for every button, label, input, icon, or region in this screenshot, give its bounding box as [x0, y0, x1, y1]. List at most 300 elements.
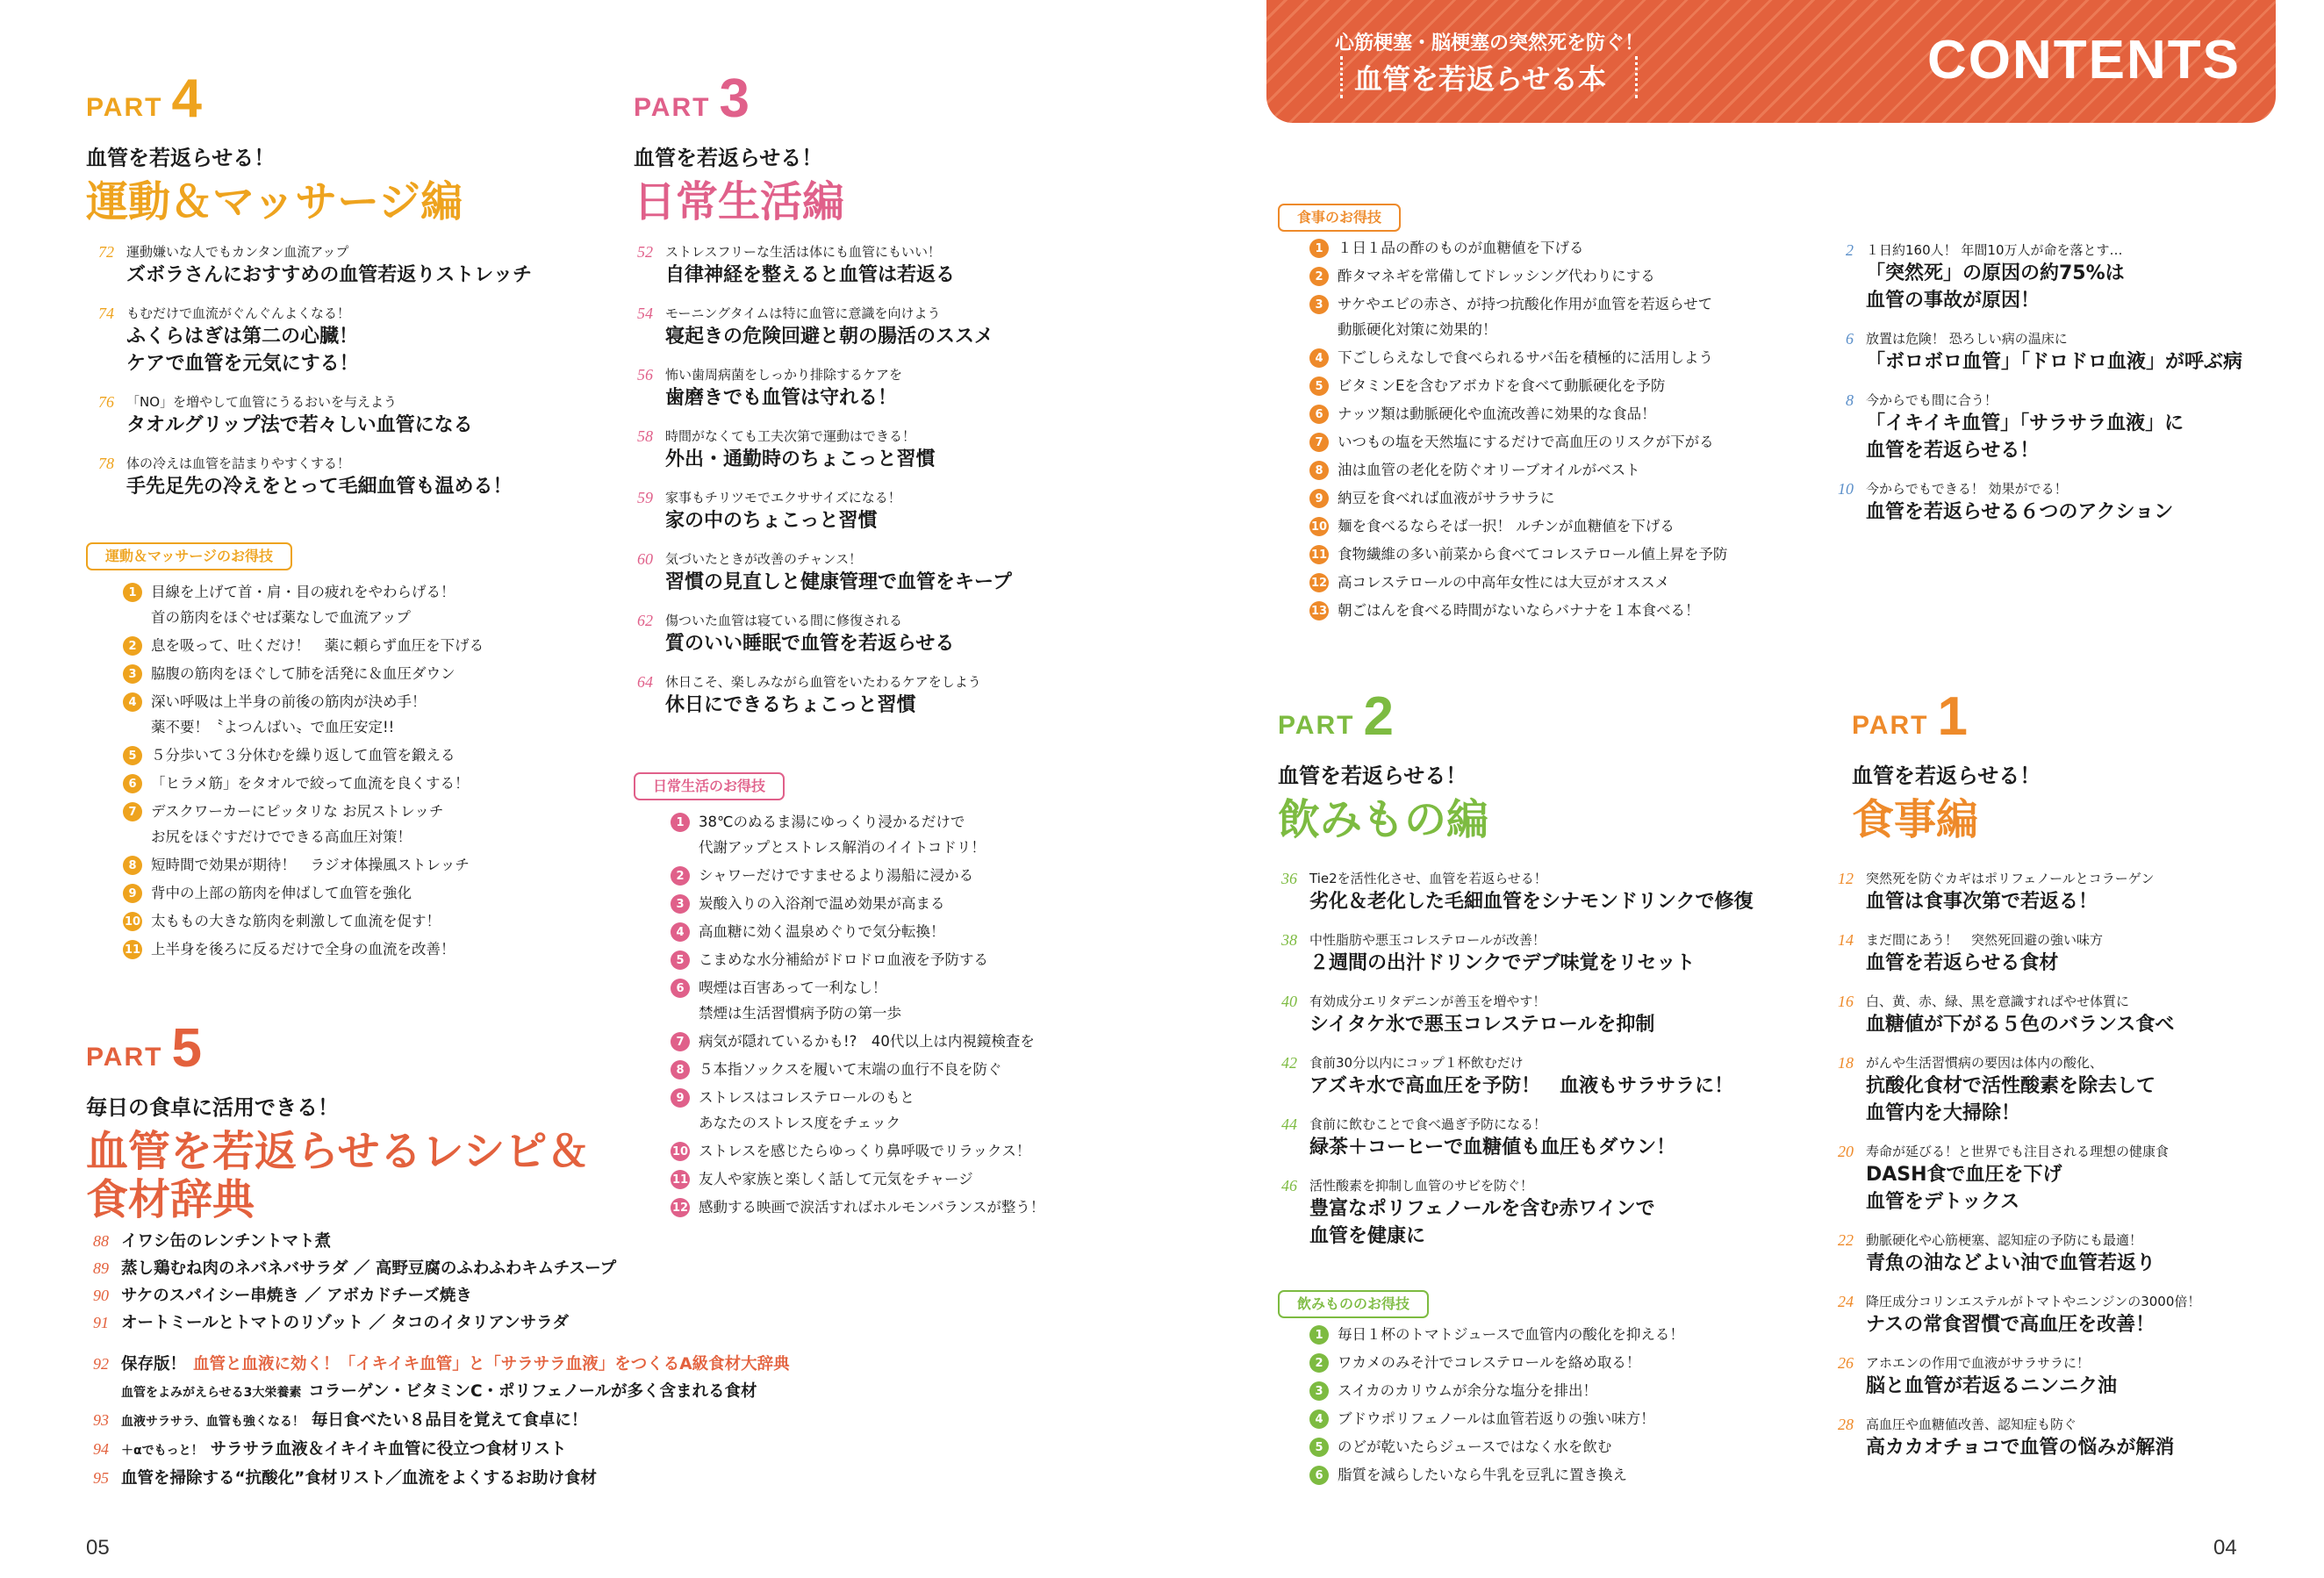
toc-entry-caption: ストレスフリーな生活は体にも血管にもいい！	[665, 244, 941, 260]
toc-entry-title: ２週間の出汁ドリンクでデブ味覚をリセット	[1309, 952, 1696, 974]
tip-item	[671, 1138, 1178, 1164]
tip-text: ５分歩いて３分休むを繰り返して血管を鍛える	[151, 747, 455, 764]
tip-text: 友人や家族と楽しく話して元気をチャージ	[699, 1171, 973, 1187]
recipe-text	[121, 1379, 757, 1406]
toc-entry	[1269, 1176, 1848, 1250]
part5-section	[86, 1018, 700, 1224]
toc-page-number: 74	[98, 305, 114, 322]
toc-entry-text	[665, 549, 1169, 596]
toc-entry-title: 血糖値が下がる５色のバランス食べ	[1866, 1014, 2175, 1036]
tip-text: 感動する映画で涙活すればホルモンバランスが整う！	[699, 1199, 1045, 1216]
part3-subtitle: 血管を若返らせる！	[634, 145, 823, 170]
toc-entry-caption: 寿命が延びる！と世界でも注目される理想の健康食	[1866, 1144, 2170, 1159]
toc-entry-text	[665, 672, 1169, 719]
recipe-page-number: 90	[93, 1287, 109, 1304]
tip-number-badge: 1	[1309, 1325, 1329, 1345]
toc-entry-text	[1866, 479, 2299, 526]
toc-entry-title: タオルグリップ法で若々しい血管になる	[126, 414, 473, 436]
tip-text: 朝ごはんを食べる時間がないならバナナを１本食べる！	[1338, 602, 1700, 619]
toc-entry	[1825, 479, 2299, 526]
tip-item	[1309, 401, 1822, 427]
toc-page-number: 42	[1281, 1054, 1297, 1072]
recipe-page-number: 91	[93, 1314, 109, 1331]
part4-subtitle: 血管を若返らせる！	[86, 145, 276, 170]
toc-page-number: 78	[98, 455, 114, 472]
part3-number: 3	[719, 68, 751, 129]
toc-entry-text	[1866, 240, 2299, 314]
toc-entry-text	[665, 427, 1169, 473]
tip-number-badge: 4	[671, 922, 690, 942]
toc-entry-title: ズボラさんにおすすめの血管若返りストレッチ	[126, 264, 533, 286]
part3-entries	[625, 242, 1169, 719]
food-tips-label: 食事のお得技	[1278, 204, 1401, 232]
tip-number-badge: 11	[1309, 545, 1329, 564]
toc-entry-caption: 食前に飲むことで食べ過ぎ予防になる！	[1309, 1116, 1547, 1132]
tip-item	[1309, 429, 1822, 455]
recipe-text	[121, 1256, 616, 1281]
toc-entry-title: 習慣の見直しと健康管理で血管をキープ	[665, 571, 1012, 593]
recipe-prefix: ＋αでもっと！	[121, 1444, 204, 1458]
toc-page-number: 14	[1838, 931, 1854, 949]
recipe-prefix: 血液サラサラ、血管も強くなる！	[121, 1415, 305, 1429]
toc-page-number: 59	[637, 489, 653, 506]
toc-entry-text	[1866, 329, 2299, 376]
toc-entry	[86, 392, 613, 439]
tip-text: 酢タマネギを常備してドレッシング代わりにする	[1338, 268, 1655, 284]
tip-number-badge: 1	[671, 813, 690, 832]
toc-entry	[86, 454, 613, 500]
toc-entry-text	[1866, 1142, 2299, 1216]
recipe-prefix: 保存版！	[121, 1355, 187, 1374]
tip-item	[671, 947, 1178, 972]
toc-entry-caption: 白、黄、赤、緑、黒を意識すればやせ体質に	[1866, 993, 2130, 1009]
recipe-text	[121, 1310, 569, 1336]
toc-page-number: 40	[1281, 993, 1297, 1010]
part2-subtitle: 血管を若返らせる！	[1278, 763, 1467, 788]
toc-entry	[1825, 1053, 2299, 1127]
toc-page-number: 38	[1281, 931, 1297, 949]
tip-text: ストレスを感じたらゆっくり鼻呼吸でリラックス！	[699, 1143, 1031, 1159]
tip-item	[1309, 1462, 1822, 1488]
toc-entry	[625, 365, 1169, 412]
tip-number-badge: 4	[1309, 1409, 1329, 1429]
tip-item	[1309, 570, 1822, 595]
toc-entry	[1825, 240, 2299, 314]
tip-item	[1309, 598, 1822, 623]
toc-page-number: 72	[98, 243, 114, 261]
toc-entry	[1825, 992, 2299, 1038]
tip-text: 高コレステロールの中高年女性には大豆がオススメ	[1338, 574, 1670, 591]
toc-entry-text	[665, 611, 1169, 657]
toc-entry-title: ふくらはぎは第二の心臓！ ケアで血管を元気にする！	[126, 326, 359, 375]
tip-number-badge: 10	[671, 1142, 690, 1161]
tip-item	[671, 1194, 1178, 1220]
toc-entry-text	[126, 392, 613, 439]
toc-entry-caption: もむだけで血流がぐんぐんよくなる！	[126, 305, 351, 321]
part3-tips-box	[634, 772, 1178, 1220]
tip-item	[671, 919, 1178, 944]
tip-text: こまめな水分補給がドロドロ血液を予防する	[699, 951, 988, 968]
recipe-entry	[81, 1310, 713, 1336]
toc-entry-title: 寝起きの危険回避と朝の腸活のススメ	[665, 326, 994, 348]
part3-tips-list	[671, 809, 1178, 1220]
toc-entry	[1825, 1142, 2299, 1216]
recipe-entry	[81, 1466, 958, 1491]
toc-entry-caption: 突然死を防ぐカギはポリフェノールとコラーゲン	[1866, 871, 2155, 886]
recipe-text	[121, 1466, 597, 1491]
toc-entry-text	[1866, 1292, 2299, 1338]
tip-number-badge: 3	[671, 894, 690, 914]
part1-subtitle: 血管を若返らせる！	[1852, 763, 2041, 788]
tip-text: ストレスはコレステロールのもと あなたのストレス度をチェック	[699, 1089, 915, 1131]
toc-entry-caption: 「NO」を増やして血管にうるおいを与えよう	[126, 394, 398, 410]
toc-entry	[1269, 1115, 1848, 1161]
toc-entry	[1269, 1053, 1848, 1100]
toc-page-number: 8	[1846, 391, 1854, 409]
page-number-right: 04	[2213, 1536, 2237, 1560]
recipe-title: 血管を掃除する“抗酸化”食材リスト／血流をよくするお助け食材	[121, 1469, 597, 1488]
recipe-title: サラサラ血液＆イキイキ血管に役立つ食材リスト	[210, 1440, 567, 1459]
tip-number-badge: 2	[123, 636, 142, 656]
tip-item	[123, 880, 630, 906]
toc-entry-title: 手先足先の冷えをとって毛細血管も温める！	[126, 476, 513, 498]
toc-entry-title: 「ボロボロ血管」「ドロドロ血液」が呼ぶ病	[1866, 351, 2243, 373]
toc-entry-text	[126, 242, 613, 289]
part2-tips-list	[1309, 1322, 1822, 1488]
toc-entry	[86, 304, 613, 377]
food-tips-box	[1278, 204, 1822, 623]
toc-entry-title: 青魚の油などよい油で血管若返り	[1866, 1252, 2156, 1274]
toc-entry-title: 高カカオチョコで血管の悩みが解消	[1866, 1437, 2175, 1459]
tip-text: 脇腹の筋肉をほぐして肺を活発に＆血圧ダウン	[151, 665, 455, 682]
tip-number-badge: 11	[123, 940, 142, 959]
tip-item	[671, 1029, 1178, 1054]
tip-item	[671, 1057, 1178, 1082]
toc-page-number: 10	[1838, 480, 1854, 498]
toc-entry-text	[1866, 1053, 2299, 1127]
toc-page-number: 16	[1838, 993, 1854, 1010]
toc-entry-caption: 怖い歯周病菌をしっかり排除するケアを	[665, 367, 903, 383]
tip-text: ブドウポリフェノールは血管若返りの強い味方！	[1338, 1410, 1655, 1427]
recipe-page-number: 88	[93, 1232, 109, 1250]
tip-number-badge: 5	[1309, 1438, 1329, 1457]
banner-book-title: 血管を若返らせる本	[1354, 62, 1607, 96]
part2-label	[1278, 686, 1769, 747]
tip-number-badge: 5	[671, 950, 690, 970]
part1-word: PART	[1852, 710, 1929, 740]
toc-entry-text	[126, 304, 613, 377]
tip-text: ビタミンEを含むアボカドを食べて動脈硬化を予防	[1338, 377, 1666, 394]
tip-number-badge: 12	[1309, 573, 1329, 592]
page-number-left: 05	[86, 1536, 110, 1560]
toc-entry-text	[665, 365, 1169, 412]
toc-entry-caption: 今からでもできる！ 効果がでる！	[1866, 481, 2068, 497]
recipe-title: オートミールとトマトのリゾット ／ タコのイタリアンサラダ	[121, 1314, 569, 1332]
recipe-title: 蒸し鶏むね肉のネバネバサラダ ／ 高野豆腐のふわふわキムチスープ	[121, 1259, 617, 1278]
tip-item	[123, 689, 630, 740]
part5-dictionary	[81, 1352, 958, 1491]
tip-number-badge: 3	[123, 664, 142, 684]
tip-text: 高血糖に効く温泉めぐりで気分転換！	[699, 923, 945, 940]
recipe-text	[121, 1437, 567, 1464]
part3-word: PART	[634, 92, 711, 122]
toc-entry	[625, 611, 1169, 657]
tip-number-badge: 2	[671, 866, 690, 886]
toc-entry-caption: 有効成分エリタデニンが善玉を増やす！	[1309, 993, 1546, 1009]
part4-label	[86, 68, 577, 129]
recipe-entry	[81, 1256, 713, 1281]
tip-number-badge: 11	[671, 1170, 690, 1189]
toc-entry-caption: 中性脂肪や悪玉コレステロールが改善！	[1309, 932, 1546, 948]
toc-page-number: 24	[1838, 1293, 1854, 1310]
part1-section	[1852, 686, 2291, 844]
tip-text: 目線を上げて首・肩・目の疲れをやわらげる！ 首の筋肉をほぐせば薬なしで血流アップ	[151, 584, 455, 626]
toc-entry-title: アズキ水で高血圧を予防！ 血液もサラサラに！	[1309, 1075, 1734, 1097]
tip-number-badge: 6	[1309, 1466, 1329, 1485]
toc-entry-text	[1866, 869, 2299, 915]
toc-entry-caption: 時間がなくても工夫次第で運動はできる！	[665, 428, 916, 444]
toc-page-number: 44	[1281, 1115, 1297, 1133]
tip-item	[671, 1085, 1178, 1136]
tip-item	[671, 863, 1178, 888]
toc-entry-text	[665, 242, 1169, 289]
tip-item	[123, 661, 630, 686]
tip-text: 背中の上部の筋肉を伸ばして血管を強化	[151, 885, 412, 901]
tip-text: 息を吸って、吐くだけ！ 薬に頼らず血圧を下げる	[151, 637, 484, 654]
tip-item	[123, 799, 630, 850]
tip-item	[123, 633, 630, 658]
toc-entry	[625, 242, 1169, 289]
toc-page-number: 46	[1281, 1177, 1297, 1194]
banner-bracket-right	[1635, 56, 1638, 98]
recipe-text	[121, 1408, 587, 1435]
tip-number-badge: 1	[1309, 239, 1329, 258]
toc-entry-caption: モーニングタイムは特に血管に意識を向けよう	[665, 305, 941, 321]
recipe-title: 血管と血液に効く！「イキイキ血管」と「サラサラ血液」をつくるA級食材大辞典	[193, 1355, 790, 1374]
tip-number-badge: 2	[1309, 267, 1329, 286]
toc-entry-title: 緑茶＋コーヒーで血糖値も血圧もダウン！	[1309, 1137, 1676, 1158]
part4-word: PART	[86, 92, 163, 122]
toc-page-number: 18	[1838, 1054, 1854, 1072]
toc-entry	[1825, 1292, 2299, 1338]
part5-word: PART	[86, 1042, 163, 1072]
toc-entry	[625, 488, 1169, 534]
tip-text: 脂質を減らしたいなら牛乳を豆乳に置き換え	[1338, 1467, 1627, 1483]
toc-page-number: 76	[98, 393, 114, 411]
recipe-title: サケのスパイシー串焼き ／ アボカドチーズ焼き	[121, 1287, 472, 1305]
tip-number-badge: 9	[123, 884, 142, 903]
toc-entry	[1825, 930, 2299, 977]
toc-page-number: 6	[1846, 330, 1854, 348]
tip-item	[1309, 235, 1822, 261]
part5-recipes	[81, 1229, 713, 1336]
tip-number-badge: 4	[1309, 348, 1329, 368]
part1-entries	[1825, 869, 2299, 1461]
recipe-text	[121, 1352, 790, 1377]
toc-entry	[1825, 1415, 2299, 1461]
part4-tips-label: 運動＆マッサージのお得技	[86, 542, 292, 570]
part4-entries	[86, 242, 613, 500]
tip-number-badge: 9	[1309, 489, 1329, 508]
tip-item	[1309, 1434, 1822, 1460]
tip-item	[123, 579, 630, 630]
toc-entry-caption: 今からでも間に合う！	[1866, 392, 1998, 408]
tip-text: 油は血管の老化を防ぐオリーブオイルがベスト	[1338, 462, 1640, 478]
toc-entry-caption: 降圧成分コリンエステルがトマトやニンジンの3000倍！	[1866, 1294, 2201, 1309]
part3-tips-label: 日常生活のお得技	[634, 772, 785, 800]
recipe-title: 毎日食べたい８品目を覚えて食卓に！	[311, 1411, 588, 1430]
toc-entry-text	[126, 454, 613, 500]
tip-item	[671, 809, 1178, 860]
toc-page-number: 36	[1281, 870, 1297, 887]
tip-item	[123, 908, 630, 934]
recipe-page-number: 92	[93, 1355, 109, 1373]
tip-number-badge: 5	[123, 746, 142, 765]
part5-subtitle: 毎日の食卓に活用できる！	[86, 1094, 339, 1120]
tip-number-badge: 3	[1309, 295, 1329, 314]
tip-text: 麺を食べるならそば一択！ ルチンが血糖値を下げる	[1338, 518, 1675, 534]
part2-entries	[1269, 869, 1848, 1250]
part4-title: 運動＆マッサージ編	[86, 176, 463, 226]
tip-item	[1309, 291, 1822, 342]
recipe-entry	[81, 1379, 958, 1406]
toc-entry	[625, 427, 1169, 473]
toc-entry-title: 血管は食事次第で若返る！	[1866, 891, 2098, 913]
toc-entry-caption: 放置は危険！ 恐ろしい病の温床に	[1866, 331, 2068, 347]
tip-item	[1309, 1378, 1822, 1403]
recipe-page-number: 95	[93, 1469, 109, 1487]
recipe-text	[121, 1229, 331, 1254]
tip-number-badge: 8	[671, 1060, 690, 1079]
toc-entry	[1269, 992, 1848, 1038]
recipe-entry	[81, 1408, 958, 1435]
part3-label	[634, 68, 1125, 129]
tip-number-badge: 7	[1309, 433, 1329, 452]
toc-entry-title: ナスの常食習慣で高血圧を改善！	[1866, 1314, 2155, 1336]
part2-number: 2	[1363, 686, 1395, 747]
tip-item	[1309, 485, 1822, 511]
toc-entry-title: 休日にできるちょこっと習慣	[665, 694, 916, 716]
toc-entry	[1825, 391, 2299, 464]
toc-entry-text	[1866, 391, 2299, 464]
part2-word: PART	[1278, 710, 1355, 740]
tip-text: 下ごしらえなしで食べられるサバ缶を積極的に活用しよう	[1338, 349, 1714, 366]
tip-text: 喫煙は百害あって一利なし！ 禁煙は生活習慣病予防の第一歩	[699, 979, 901, 1022]
toc-page-number: 52	[637, 243, 653, 261]
toc-entry-caption: 体の冷えは血管を詰まりやすくする！	[126, 455, 351, 471]
recipe-title: イワシ缶のレンチントマト煮	[121, 1232, 332, 1251]
toc-entry-title: 「突然死」の原因の約75%は 血管の事故が原因！	[1866, 262, 2125, 312]
tip-item	[1309, 542, 1822, 567]
tip-number-badge: 2	[1309, 1353, 1329, 1373]
part4-number: 4	[171, 68, 204, 129]
contents-banner	[1266, 0, 2276, 123]
part2-tips-label: 飲みもののお得技	[1278, 1290, 1429, 1318]
part5-number: 5	[171, 1018, 204, 1079]
tip-item	[1309, 513, 1822, 539]
tip-number-badge: 1	[123, 583, 142, 602]
tip-number-badge: 3	[1309, 1381, 1329, 1401]
toc-entry-text	[665, 304, 1169, 350]
recipe-entry	[81, 1437, 958, 1464]
recipe-entry	[81, 1229, 713, 1254]
tip-item	[671, 1166, 1178, 1192]
toc-entry-text	[1866, 930, 2299, 977]
toc-page-number: 20	[1838, 1143, 1854, 1160]
toc-entry-title: 歯磨きでも血管は守れる！	[665, 387, 898, 409]
tip-number-badge: 10	[123, 912, 142, 931]
toc-entry-title: 外出・通勤時のちょこっと習慣	[665, 448, 936, 470]
tip-number-badge: 6	[671, 979, 690, 998]
part3-title: 日常生活編	[634, 176, 845, 226]
toc-entry-caption: 家事もチリツモでエクササイズになる！	[665, 490, 901, 506]
tip-item	[1309, 1350, 1822, 1375]
tip-text: 「ヒラメ筋」をタオルで絞って血流を良くする！	[151, 775, 470, 792]
toc-entry-caption: 気づいたときが改善のチャンス！	[665, 551, 863, 567]
tip-text: 炭酸入りの入浴剤で温め効果が高まる	[699, 895, 945, 912]
tip-text: 納豆を食べれば血液がサラサラに	[1338, 490, 1555, 506]
part2-tips-box	[1278, 1290, 1822, 1488]
toc-page-number: 58	[637, 427, 653, 445]
toc-entry-title: 血管を若返らせる６つのアクション	[1866, 501, 2174, 523]
tip-item	[671, 975, 1178, 1026]
tip-text: シャワーだけですませるより湯船に浸かる	[699, 867, 974, 884]
banner-tagline: 心筋梗塞・脳梗塞の突然死を防ぐ！	[1335, 32, 1645, 54]
toc-entry-caption: まだ間にあう！ 突然死回避の強い味方	[1866, 932, 2104, 948]
tip-number-badge: 10	[1309, 517, 1329, 536]
tip-text: ナッツ類は動脈硬化や血流改善に効果的な食品！	[1338, 405, 1656, 422]
tip-number-badge: 13	[1309, 601, 1329, 620]
recipe-text	[121, 1283, 472, 1309]
toc-entry-title: 自律神経を整えると血管は若返る	[665, 264, 956, 286]
recipe-entry	[81, 1283, 713, 1309]
toc-entry-caption: Tie2を活性化させ、血管を若返らせる！	[1309, 871, 1547, 886]
toc-entry	[625, 304, 1169, 350]
recipe-entry	[81, 1352, 958, 1377]
part4-tips-box	[86, 542, 630, 962]
tip-text: １日１品の酢のものが血糖値を下げる	[1338, 240, 1584, 256]
recipe-prefix: 血管をよみがえらせる3大栄養素	[121, 1386, 302, 1400]
toc-page-number: 12	[1838, 870, 1854, 887]
toc-entry-title: 劣化＆老化した毛細血管をシナモンドリンクで修復	[1309, 891, 1754, 913]
tip-number-badge: 8	[123, 856, 142, 875]
tip-number-badge: 4	[123, 692, 142, 712]
toc-entry-text	[1866, 1415, 2299, 1461]
tip-item	[1309, 1406, 1822, 1431]
toc-page-number: 54	[637, 305, 653, 322]
tip-text: 深い呼吸は上半身の前後の筋肉が決め手！ 薬不要！〝よつんばい〟で血圧安定!!	[151, 693, 427, 735]
part1-title: 食事編	[1852, 794, 1979, 844]
toc-page-number: 64	[637, 673, 653, 691]
tip-text: スイカのカリウムが余分な塩分を排出！	[1338, 1382, 1598, 1399]
toc-entry-text	[1309, 1053, 1848, 1100]
toc-page-number: 60	[637, 550, 653, 568]
tip-item	[1309, 263, 1822, 289]
tip-text: ワカメのみそ汁でコレステロールを絡め取る！	[1338, 1354, 1641, 1371]
toc-page-number: 28	[1838, 1416, 1854, 1433]
toc-entry-caption: 動脈硬化や心筋梗塞、認知症の予防にも最適！	[1866, 1232, 2143, 1248]
part2-section	[1278, 686, 1769, 844]
tip-text: 38℃のぬるま湯にゆっくり浸かるだけで 代謝アップとストレス解消のイイトコドリ！	[699, 814, 986, 856]
tip-item	[123, 742, 630, 768]
toc-entry-text	[1309, 1176, 1848, 1250]
toc-entry-text	[1866, 992, 2299, 1038]
toc-entry-title: 血管を若返らせる食材	[1866, 952, 2059, 974]
toc-entry-text	[1309, 992, 1848, 1038]
toc-entry-text	[665, 488, 1169, 534]
part2-title: 飲みもの編	[1278, 794, 1489, 844]
food-tips-list	[1309, 235, 1822, 623]
